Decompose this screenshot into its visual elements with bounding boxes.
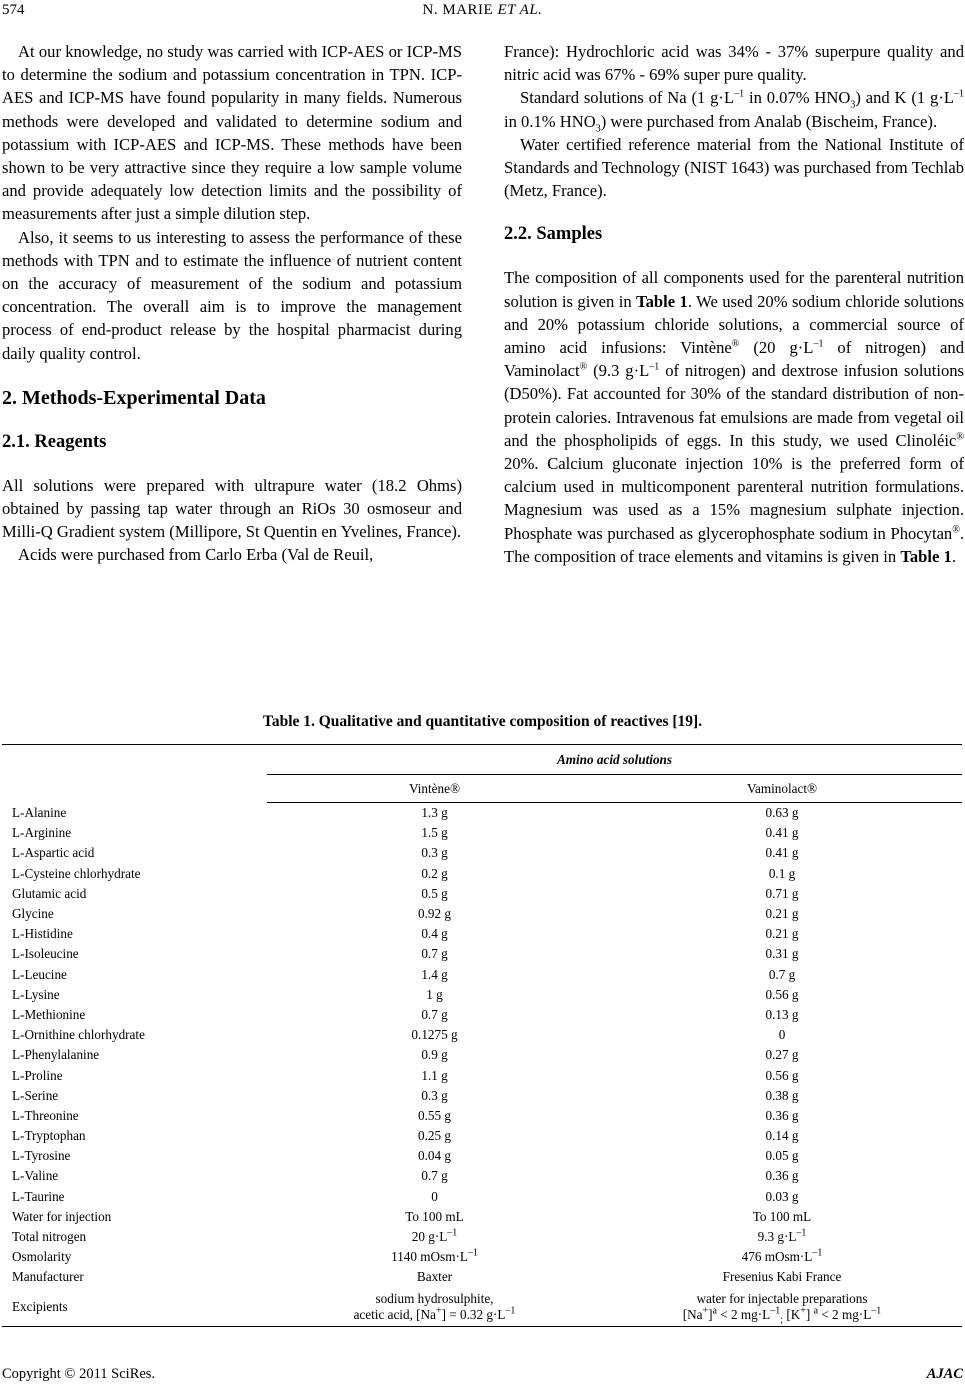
paragraph: Acids were purchased from Carlo Erba (Val de Reuil, [18, 545, 374, 565]
text-run: . We used 20% sodium chloride solutions and 20% potassium chloride solutions, a commercial source of amino acid infusions: Vintène [504, 291, 964, 358]
superscript: + [435, 1305, 442, 1317]
vintene-value: 0.5 g [421, 885, 448, 901]
table-row [2, 864, 962, 884]
vaminolact-value: 0.63 g [765, 805, 799, 821]
paragraph [504, 86, 964, 132]
vaminolact-value: 0.14 g [765, 1128, 799, 1144]
text-run: of nitrogen) and dextrose infusion solutions (D50%). Fat accounted for 30% of the standard distribution of non-protein calories. Intravenous fat emulsions are made from vegetal oil and the phospholipids of eggs. In this study, we used Clinoléic [504, 361, 964, 450]
paragraph: All solutions were prepared with ultrapure water (18.2 Ohms) obtained by passing tap water through an RiOs 30 osmoseur and Milli-Q Gradient system (Millipore, St Quentin en Yvelines, France). [2, 475, 462, 542]
table-row [2, 1086, 962, 1106]
row-label: L-Methionine [12, 1006, 86, 1022]
vintene-value: 1.5 g [421, 825, 448, 841]
vaminolact-value: 0.13 g [765, 1006, 799, 1022]
text-run: < 2 mg·L [818, 1306, 872, 1322]
vaminolact-value: 0.36 g [765, 1168, 799, 1184]
vaminolact-value: 0.21 g [765, 926, 799, 942]
vintene-value: 0.1275 g [411, 1027, 458, 1043]
composition-table [2, 744, 962, 1327]
table-cell [2, 745, 267, 775]
superscript: + [702, 1305, 709, 1317]
subscript: 3 [595, 122, 601, 134]
row-label: L-Lysine [12, 986, 60, 1002]
table-row [2, 1005, 962, 1025]
subsection-heading: 2.1. Reagents [2, 431, 107, 452]
copyright: Copyright © 2011 SciRes. [2, 1366, 156, 1382]
column-header-vintene: Vintène® [267, 775, 602, 803]
row-label: Glutamic acid [12, 885, 87, 901]
text-run: ] = 0.32 g·L [441, 1306, 506, 1322]
vintene-value: 0.25 g [418, 1128, 451, 1144]
row-label: L-Alanine [12, 804, 67, 820]
vintene-value: 0.7 g [421, 1006, 448, 1022]
vaminolact-value: 0.41 g [765, 825, 799, 841]
vaminolact-value: To 100 mL [752, 1208, 812, 1224]
right-column [504, 40, 964, 568]
table-row [2, 1045, 962, 1065]
vaminolact-value: Fresenius Kabi France [722, 1269, 842, 1285]
vintene-value: 0.3 g [421, 1087, 448, 1103]
text-run: ) were purchased from Analab (Bischeim, France). [600, 111, 938, 131]
table-row [2, 1106, 962, 1126]
table-header-row [2, 775, 962, 803]
row-label: L-Ornithine chlorhydrate [12, 1027, 145, 1043]
vintene-value: To 100 mL [405, 1208, 464, 1224]
table-row [2, 843, 962, 863]
table-row [2, 1227, 962, 1247]
row-label: L-Histidine [12, 926, 73, 942]
superscript: a [712, 1305, 717, 1317]
vintene-value: 0.9 g [421, 1047, 448, 1063]
table-row [2, 1065, 962, 1085]
superscript: –1 [871, 1305, 882, 1317]
running-head-etal: ET AL. [497, 2, 543, 18]
vaminolact-value: 0.71 g [765, 885, 799, 901]
row-label: Manufacturer [12, 1269, 84, 1285]
table-row [2, 823, 962, 843]
vintene-value: 0.4 g [421, 926, 448, 942]
table-row [2, 924, 962, 944]
table-row [2, 1247, 962, 1267]
row-label: L-Proline [12, 1067, 63, 1083]
vintene-value: 1.1 g [421, 1067, 448, 1083]
text-run: ] [708, 1306, 713, 1322]
text-run: acetic acid, [Na [353, 1306, 436, 1322]
row-label: L-Aspartic acid [12, 845, 95, 861]
text-run: [K [783, 1306, 801, 1322]
superscript: –1 [813, 338, 824, 350]
superscript: ® [956, 431, 964, 443]
text-run: < 2 mg·L [717, 1306, 771, 1322]
row-label: L-Valine [12, 1168, 59, 1184]
superscript: –1 [649, 361, 660, 373]
superscript: –1 [812, 1247, 823, 1259]
row-label: Glycine [12, 906, 54, 922]
row-label: L-Cysteine chlorhydrate [12, 865, 141, 881]
subsection-heading: 2.2. Samples [504, 224, 603, 245]
vintene-value [267, 1227, 602, 1247]
text-run: The composition of all components used for the parenteral nutrition solution is given in [504, 268, 964, 311]
table-row [2, 1267, 962, 1287]
row-label: Excipients [2, 1288, 267, 1327]
vintene-value: 0 [431, 1188, 438, 1204]
vaminolact-value: 0.03 g [765, 1188, 799, 1204]
vintene-value: Baxter [416, 1269, 453, 1285]
table-group-row [2, 745, 962, 775]
text-run: Standard solutions of Na (1 g·L [520, 88, 735, 108]
row-label: L-Taurine [12, 1188, 65, 1204]
superscript: ® [579, 361, 588, 373]
text-run: 476 mOsm·L [741, 1249, 813, 1265]
superscript: ® [952, 524, 960, 536]
text-run: (20 g·L [739, 338, 814, 358]
vaminolact-value [602, 1247, 962, 1267]
vintene-value: 1.3 g [421, 805, 448, 821]
table-row [2, 944, 962, 964]
vintene-value [267, 1288, 602, 1327]
vintene-value: 0.04 g [418, 1148, 451, 1164]
text-run: (9.3 g·L [587, 361, 650, 381]
vaminolact-value: 0.7 g [768, 966, 796, 982]
column-header-vaminolact: Vaminolact® [602, 775, 962, 803]
superscript: –1 [954, 88, 965, 100]
vaminolact-value: 0.21 g [765, 906, 799, 922]
table-row [2, 1187, 962, 1207]
row-label: L-Leucine [12, 966, 67, 982]
table-row [2, 803, 962, 824]
table-row [2, 1207, 962, 1227]
text-run: . [951, 546, 956, 566]
text-run: 9.3 g·L [757, 1229, 797, 1245]
vaminolact-value: 0.56 g [765, 986, 799, 1002]
vintene-value: 0.2 g [421, 865, 448, 881]
vintene-value: 0.3 g [421, 845, 448, 861]
vaminolact-value: 0.41 g [765, 845, 799, 861]
table-caption: Table 1. Qualitative and quantitative composition of reactives [19]. [262, 713, 703, 730]
row-label: L-Arginine [12, 825, 72, 841]
page-number: 574 [2, 2, 25, 18]
row-label: Total nitrogen [12, 1229, 87, 1245]
superscript: –1 [505, 1305, 516, 1317]
superscript: –1 [467, 1247, 478, 1259]
superscript: ® [731, 338, 740, 350]
vaminolact-value: 0.1 g [768, 865, 796, 881]
row-label: L-Phenylalanine [12, 1047, 100, 1063]
vaminolact-value: 0.05 g [765, 1148, 799, 1164]
text-run: in 0.1% HNO [504, 111, 596, 131]
row-label: L-Tyrosine [12, 1148, 71, 1164]
vaminolact-value [602, 1288, 962, 1327]
vaminolact-value [602, 1227, 962, 1247]
table-row [2, 1288, 962, 1327]
vintene-value: 0.92 g [418, 906, 451, 922]
section-heading: 2. Methods-Experimental Data [2, 386, 266, 409]
text-run: 20%. Calcium gluconate injection 10% is the preferred form of calcium used in multicomponent parenteral nutrition formulations. Magnesium was used as a 15% magnesium sulphate injection. Phosphate was purchased as glycerophosphate sodium in Phocytan [504, 454, 964, 543]
subscript: 3 [850, 99, 856, 111]
vaminolact-value: 0.36 g [765, 1107, 799, 1123]
subscript: ; [780, 1314, 784, 1326]
vaminolact-value: 0.38 g [765, 1087, 799, 1103]
vaminolact-value: 0.56 g [765, 1067, 799, 1083]
left-column [2, 40, 462, 567]
vaminolact-value: 0.31 g [765, 946, 799, 962]
paragraph [504, 266, 964, 568]
row-label: L-Threonine [12, 1107, 79, 1123]
vaminolact-value: 0 [778, 1027, 786, 1043]
paragraph: At our knowledge, no study was carried with ICP-AES or ICP-MS to determine the sodium and potassium concentration in TPN. ICP-AES and ICP-MS have found popularity in many fields. Numerous methods were developed and validated to determine sodium and potassium with ICP-AES and ICP-MS. These methods have been shown to be very attractive since they require a low sample volume and provide adequately low detection limits and the possibility of measurements after just a simple dilution step. [2, 42, 462, 224]
superscript: –1 [770, 1305, 781, 1317]
paragraph: Also, it seems to us interesting to assess the performance of these methods with TPN and to estimate the influence of nutrient content on the accuracy of measurement of the sodium and potassium concentration. The overall aim is to improve the management process of end-product release by the hospital pharmacist during daily quality control. [2, 227, 462, 363]
paragraph: France): Hydrochloric acid was 34% - 37% superpure quality and nitric acid was 67% - 69% super pure quality. [504, 42, 964, 85]
table-row [2, 1126, 962, 1146]
table-reference: Table 1 [636, 291, 688, 311]
text-run: 20 g·L [411, 1229, 448, 1245]
row-label: L-Tryptophan [12, 1128, 86, 1144]
vintene-value: 0.7 g [421, 946, 448, 962]
text-run: of nitrogen) and Vaminolact [504, 338, 964, 381]
superscript: + [800, 1305, 806, 1317]
text-run: ] [805, 1306, 814, 1322]
table-reference: Table 1 [900, 546, 952, 566]
text-run: [Na [682, 1306, 703, 1322]
text-run: ) and K (1 g·L [855, 88, 955, 108]
journal-abbrev: AJAC [926, 1366, 963, 1382]
page-header [0, 2, 965, 22]
vintene-value: 1 g [426, 986, 443, 1002]
row-label: L-Isoleucine [12, 946, 79, 962]
paragraph: Water certified reference material from the National Institute of Standards and Technology (NIST 1643) was purchased from Techlab (Metz, France). [504, 134, 964, 201]
row-label: L-Serine [12, 1087, 59, 1103]
table-row [2, 904, 962, 924]
table-row [2, 1025, 962, 1045]
superscript: –1 [796, 1227, 807, 1239]
vintene-value [267, 1247, 602, 1267]
table-row [2, 965, 962, 985]
superscript: –1 [447, 1227, 458, 1239]
table-row [2, 1166, 962, 1186]
row-label: Water for injection [12, 1208, 112, 1224]
table-row [2, 884, 962, 904]
table-group-title: Amino acid solutions [267, 745, 962, 775]
table-row [2, 985, 962, 1005]
vintene-value: 1.4 g [421, 966, 448, 982]
text-run: 1140 mOsm·L [391, 1249, 468, 1265]
vintene-value: 0.7 g [421, 1168, 448, 1184]
vintene-value: 0.55 g [418, 1107, 451, 1123]
row-label: Osmolarity [12, 1249, 72, 1265]
text-run: in 0.07% HNO [744, 88, 851, 108]
superscript: –1 [734, 88, 745, 100]
running-head-author: N. MARIE [422, 2, 494, 18]
text-run: . The composition of trace elements and vitamins is given in [504, 523, 964, 566]
text-run: sodium hydrosulphite, [375, 1290, 494, 1306]
table-row [2, 1146, 962, 1166]
vaminolact-value: 0.27 g [765, 1047, 799, 1063]
text-run: water for injectable preparations [696, 1290, 868, 1306]
superscript: a [813, 1305, 819, 1317]
running-head [0, 2, 965, 19]
table-cell [2, 775, 267, 803]
